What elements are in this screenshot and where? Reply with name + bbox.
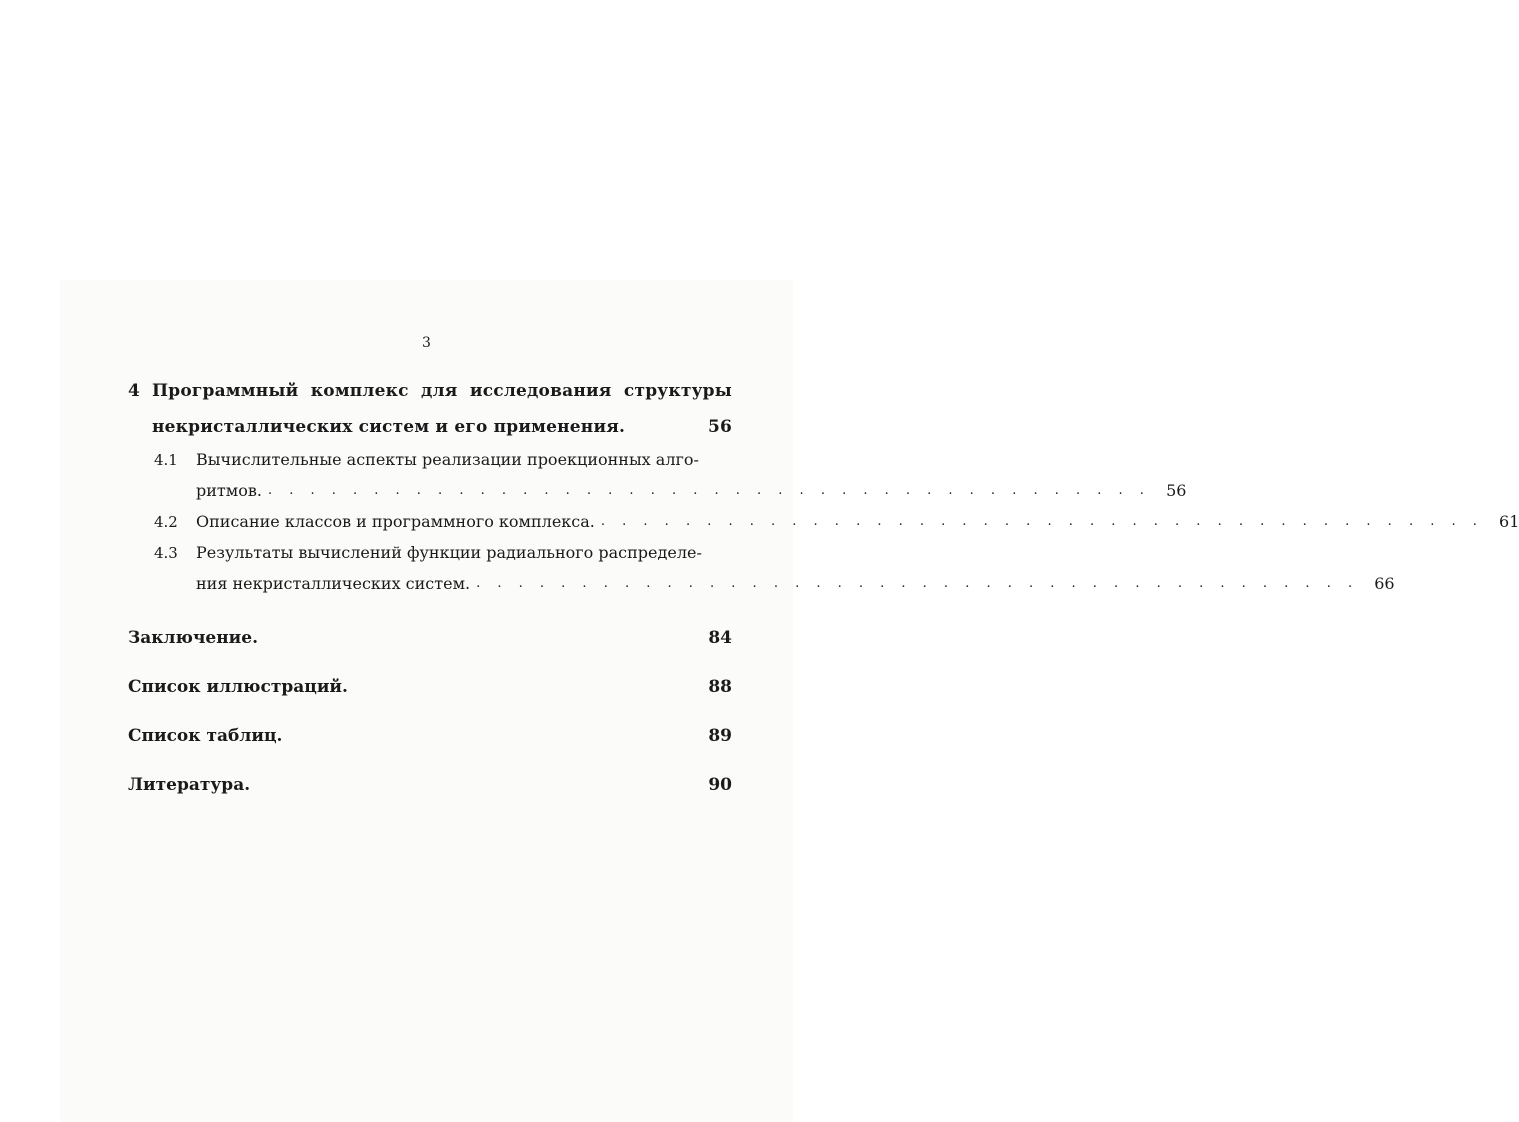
- dot-leader: . . . . . . . . . . . . . . . . . . . . . . . . . . . . . . . . . . . . . . . . . .: [267, 483, 1151, 498]
- entry-page: 88: [708, 676, 732, 697]
- entry-title: Литература.: [128, 774, 251, 795]
- section-page: 66: [1374, 574, 1395, 593]
- chapter-number: 4: [128, 381, 141, 401]
- chapter-page: 56: [707, 417, 732, 437]
- entry-title: Список иллюстраций.: [128, 676, 348, 697]
- section-title-line-2: ния некристаллических систем.: [196, 574, 471, 593]
- toc-entry-conclusion[interactable]: [128, 613, 732, 662]
- toc-chapter-4[interactable]: [128, 372, 732, 444]
- entry-page: 89: [708, 725, 732, 746]
- table-of-contents: [128, 372, 1519, 809]
- toc-section-4-2[interactable]: [154, 506, 1519, 537]
- toc-section-4-3[interactable]: [154, 537, 1395, 599]
- entry-page: 90: [708, 774, 732, 795]
- entry-title: Список таблиц.: [128, 725, 283, 746]
- chapter-title-line-1: Программный комплекс для исследования структуры: [152, 381, 732, 401]
- chapter-title-line-2: некристаллических систем и его применения.: [152, 417, 626, 437]
- toc-section-4-1[interactable]: [154, 444, 1187, 506]
- section-number: 4.1: [154, 450, 178, 469]
- section-title-line-2: ритмов.: [196, 481, 262, 500]
- section-title-line-1: Описание классов и программного комплекса.: [196, 512, 595, 531]
- toc-entry-literature[interactable]: [128, 760, 732, 809]
- section-title-line-1: Вычислительные аспекты реализации проекционных алго-: [196, 450, 699, 469]
- dot-leader: . . . . . . . . . . . . . . . . . . . . . . . . . . . . . . . . . . . . . . . . . .: [476, 576, 1359, 591]
- entry-title: Заключение.: [128, 627, 259, 648]
- section-number: 4.3: [154, 543, 178, 562]
- section-title-line-1: Результаты вычислений функции радиального распределе-: [196, 543, 702, 562]
- dot-leader: . . . . . . . . . . . . . . . . . . . . . . . . . . . . . . . . . . . . . . . . . .: [600, 514, 1484, 529]
- toc-entry-tables[interactable]: [128, 711, 732, 760]
- section-page: 56: [1166, 481, 1187, 500]
- page-number: 3: [422, 335, 431, 351]
- entry-page: 84: [708, 627, 732, 648]
- section-page: 61: [1499, 512, 1519, 531]
- toc-entry-illustrations[interactable]: [128, 662, 732, 711]
- section-number: 4.2: [154, 512, 178, 531]
